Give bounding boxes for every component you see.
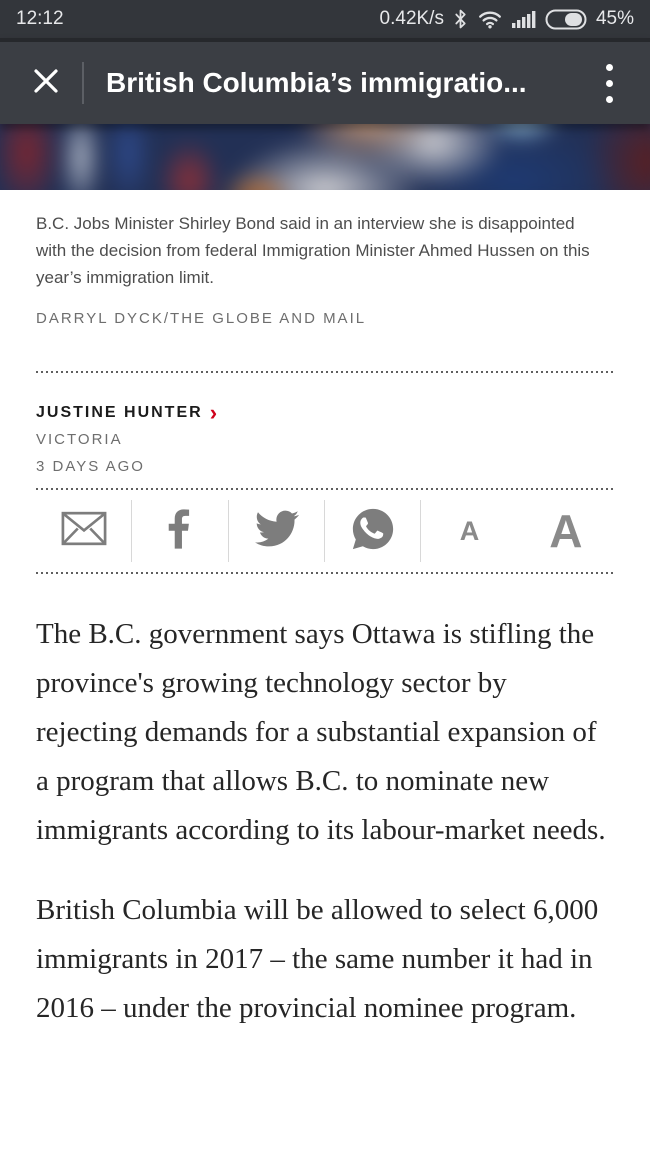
article-body bbox=[36, 610, 614, 1033]
whatsapp-icon bbox=[350, 506, 396, 557]
dotted-divider bbox=[36, 371, 614, 373]
kebab-menu-icon bbox=[606, 64, 613, 103]
font-size-decrease-button[interactable] bbox=[421, 490, 517, 572]
close-button[interactable] bbox=[24, 61, 68, 105]
battery-percent: 45% bbox=[595, 8, 634, 29]
wifi-icon bbox=[477, 9, 503, 29]
article-image-blur bbox=[0, 124, 650, 190]
share-twitter-button[interactable] bbox=[229, 490, 325, 572]
page-title: British Columbia’s immigratio... bbox=[106, 67, 527, 98]
battery-icon bbox=[545, 9, 587, 30]
status-bar bbox=[0, 0, 650, 38]
dotted-divider bbox=[36, 572, 614, 574]
clock: 12:12 bbox=[16, 8, 64, 29]
article-paragraph: The B.C. government says Ottawa is stifling the province's growing technology sector by rejecting demands for a substantial expansion of a program that allows B.C. to nominate new immigrants according to its labour-market needs. bbox=[36, 618, 606, 846]
byline bbox=[36, 399, 614, 480]
bluetooth-icon bbox=[453, 8, 468, 30]
article-content bbox=[0, 210, 650, 1033]
font-size-small-icon: A bbox=[459, 515, 480, 546]
article-paragraph: British Columbia will be allowed to select 6,000 immigrants in 2017 – the same number it had in 2016 – under the provincial nominee program. bbox=[36, 894, 599, 1024]
share-bar bbox=[36, 490, 614, 572]
twitter-icon bbox=[255, 510, 299, 552]
kebab-menu-button[interactable] bbox=[592, 55, 626, 111]
image-caption: B.C. Jobs Minister Shirley Bond said in an interview she is disappointed with the decision from federal Immigration Minister Ahmed Hussen on this year’s immigration limit. bbox=[36, 214, 590, 287]
author-link[interactable] bbox=[36, 399, 217, 426]
appbar-divider bbox=[82, 62, 84, 104]
signal-icon bbox=[512, 10, 536, 28]
share-facebook-button[interactable] bbox=[132, 490, 228, 572]
network-speed: 0.42K/s bbox=[379, 8, 444, 29]
byline-location: VICTORIA bbox=[36, 431, 123, 448]
font-size-large-icon: A bbox=[549, 505, 583, 557]
facebook-icon bbox=[168, 507, 192, 556]
email-icon bbox=[61, 511, 107, 551]
close-icon bbox=[30, 65, 62, 102]
share-whatsapp-button[interactable] bbox=[325, 490, 421, 572]
chevron-right-icon: › bbox=[209, 399, 218, 425]
share-email-button[interactable] bbox=[36, 490, 132, 572]
article-image bbox=[0, 124, 650, 190]
app-bar bbox=[0, 38, 650, 124]
font-size-increase-button[interactable] bbox=[518, 490, 614, 572]
author-name: JUSTINE HUNTER bbox=[36, 404, 203, 421]
image-credit: DARRYL DYCK/THE GLOBE AND MAIL bbox=[36, 310, 367, 327]
byline-date: 3 DAYS AGO bbox=[36, 458, 145, 475]
